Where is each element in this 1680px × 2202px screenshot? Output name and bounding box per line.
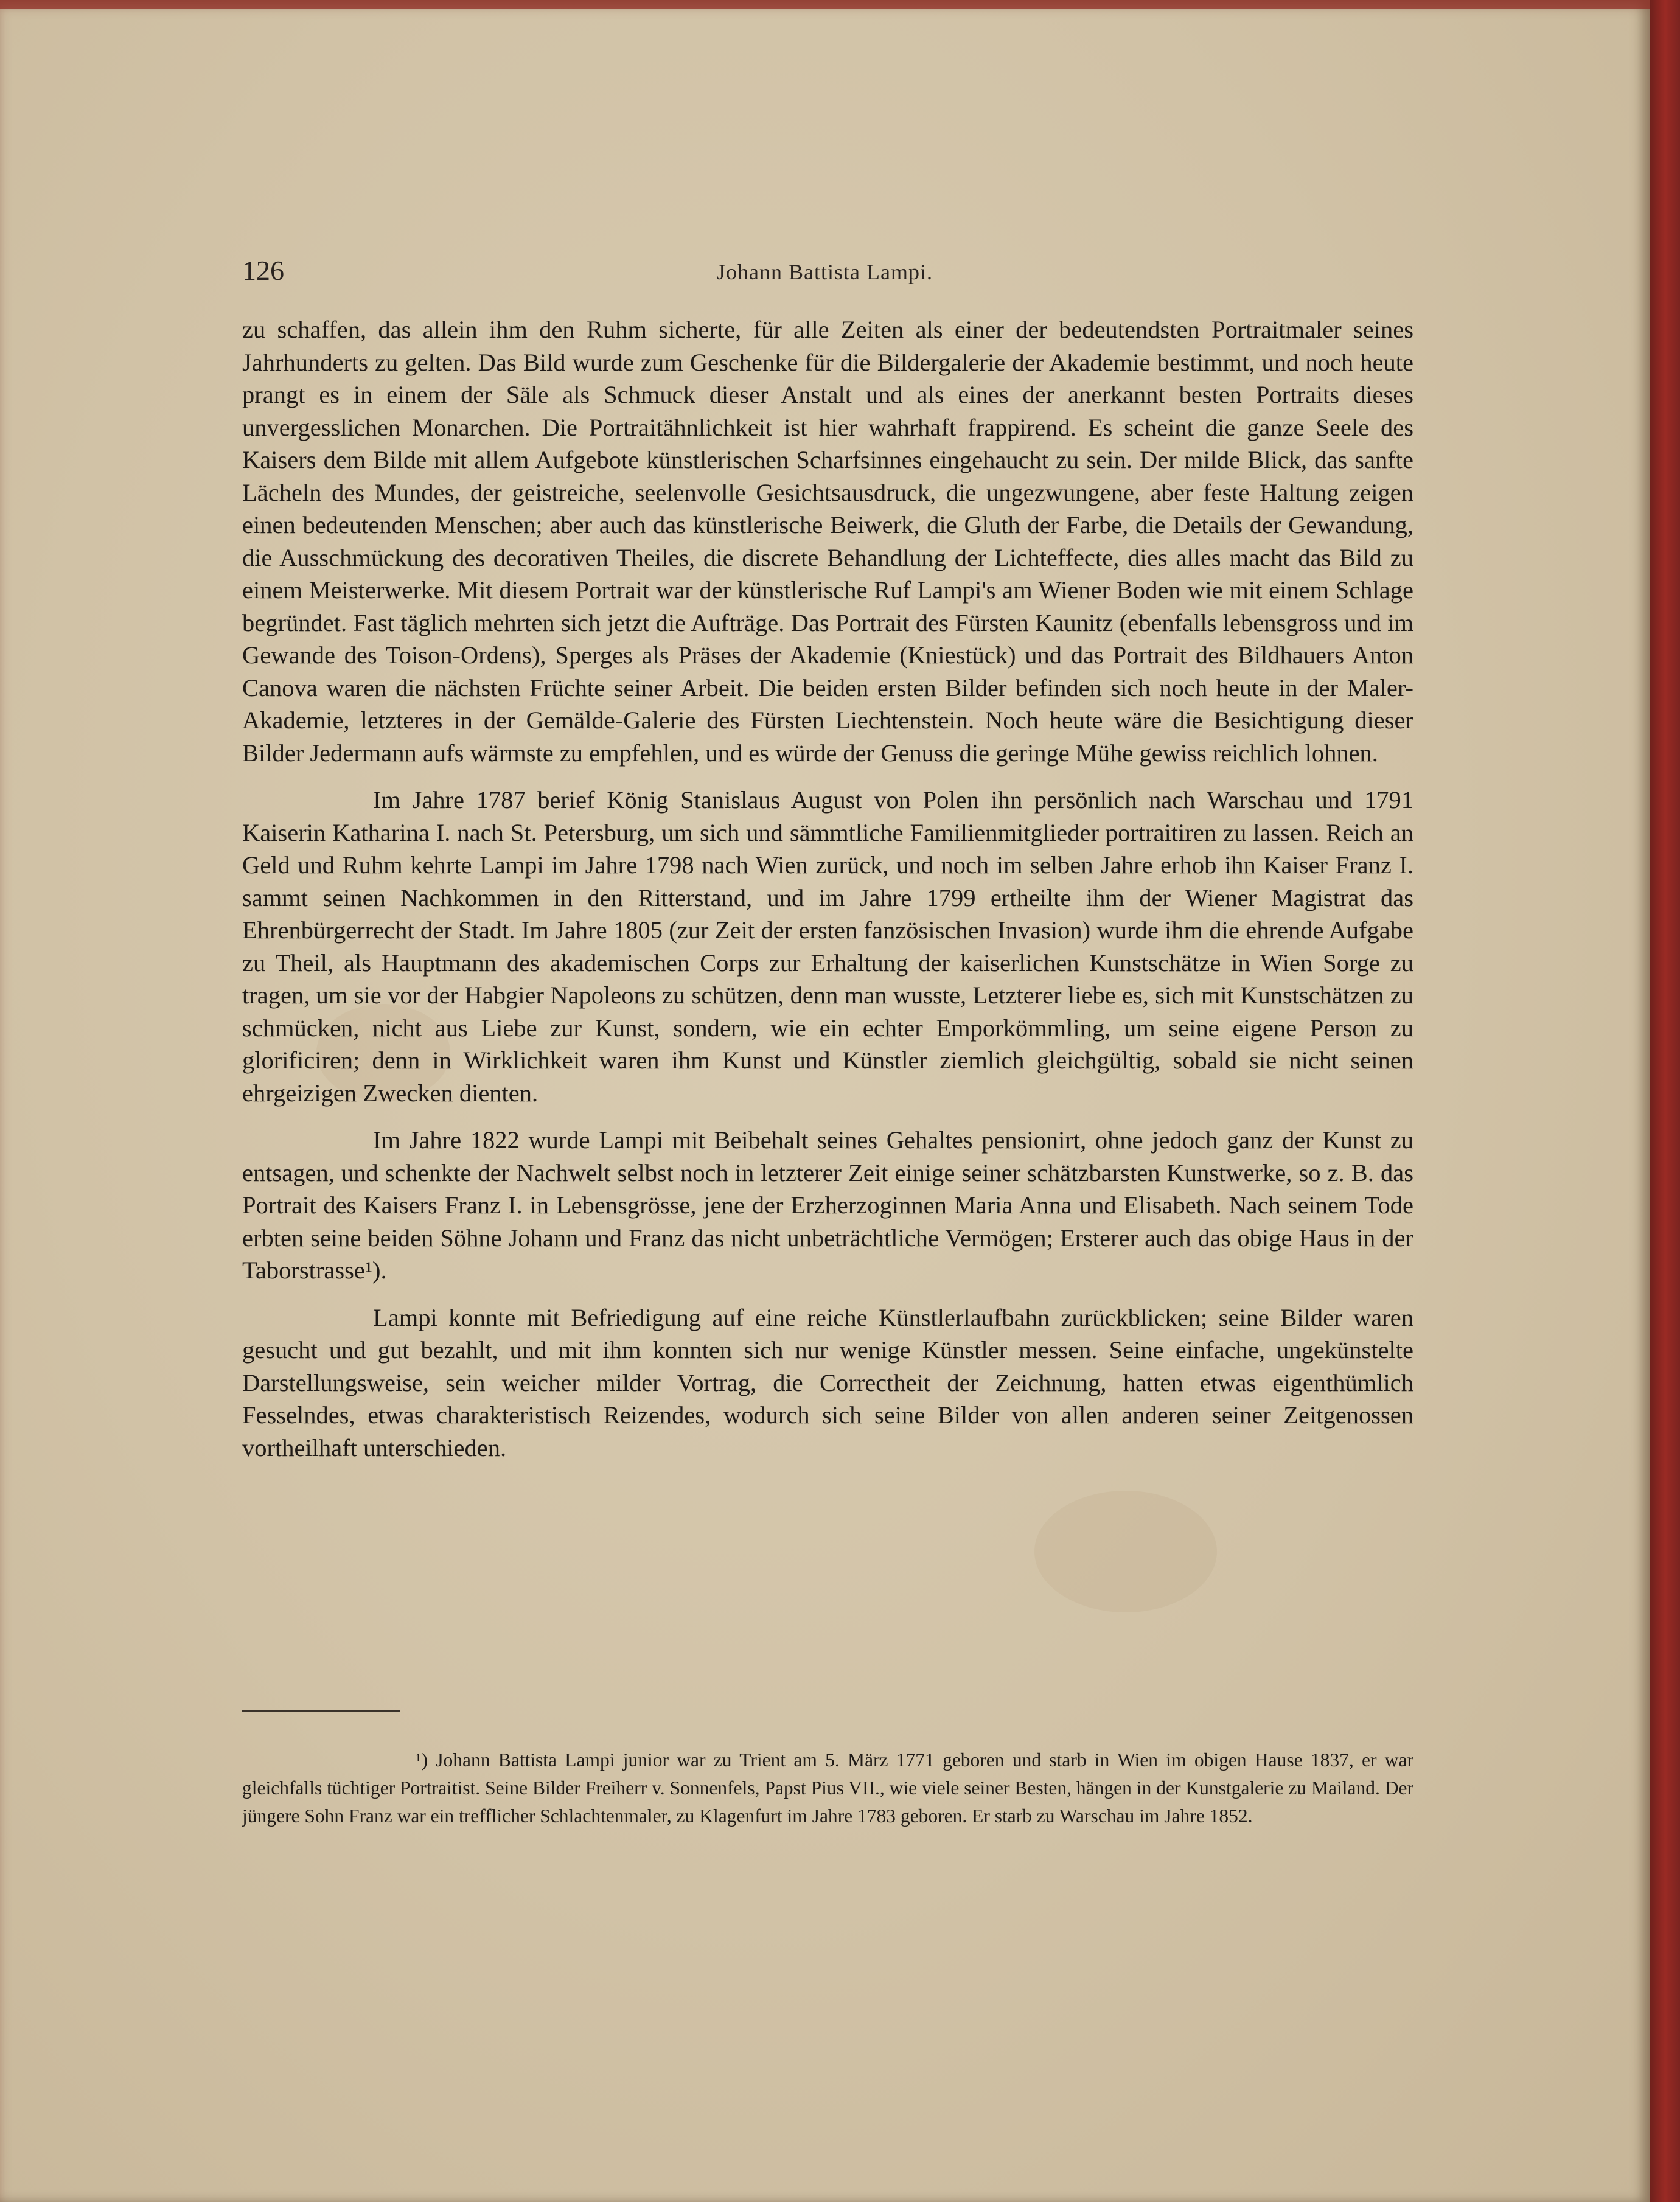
page-number: 126	[242, 255, 284, 286]
body-text	[242, 313, 1413, 1464]
footnote-rule	[242, 1710, 400, 1712]
footnote: ¹) Johann Battista Lampi junior war zu Trient am 5. März 1771 geboren und starb in Wien im obigen Hause 1837, er war gleichfalls tüchtiger Portraitist. Seine Bilder Freiherr v. Sonnenfels, Papst Pius VII., wie viele seiner Besten, hängen in der Kunstgalerie zu Mailand. Der jüngere Sohn Franz war ein trefflicher Schlachtenmaler, zu Klagenfurt im Jahre 1783 geboren. Er starb zu Warschau im Jahre 1852.	[242, 1749, 1413, 1827]
paragraph-4: Lampi konnte mit Befriedigung auf eine reiche Künstlerlaufbahn zurückblicken; seine Bilder waren gesucht und gut bezahlt, und mit ihm konnten sich nur wenige Künstler messen. Seine einfache, ungekünstelte Darstellungsweise, sein weicher milder Vortrag, die Correctheit der Zeichnung, hatten etwas eigenthümlich Fesselndes, etwas charakteristisch Reizendes, wodurch sich seine Bilder von allen anderen seiner Zeitgenossen vortheilhaft unterschieden.	[242, 1303, 1413, 1462]
page-header	[242, 254, 1398, 291]
running-head: Johann Battista Lampi.	[717, 260, 933, 284]
paragraph-2: Im Jahre 1787 berief König Stanislaus August von Polen ihn persönlich nach Warschau und 1791 Kaiserin Katharina I. nach St. Petersburg, um sich und sämmtliche Familienmitglieder portraitiren zu lassen. Reich an Geld und Ruhm kehrte Lampi im Jahre 1798 nach Wien zurück, und noch im selben Jahre erhob ihn Kaiser Franz I. sammt seinen Nachkommen in den Ritterstand, und im Jahre 1799 ertheilte ihm der Wiener Magistrat das Ehrenbürgerrecht der Stadt. Im Jahre 1805 (zur Zeit der ersten fanzösischen Invasion) wurde ihm die ehrende Aufgabe zu Theil, als Hauptmann des akademischen Corps zur Erhaltung der kaiserlichen Kunstschätze in Wien Sorge zu tragen, um sie vor der Habgier Napoleons zu schützen, denn man wusste, Letzterer liebe es, sich mit Kunstschätzen zu schmücken, nicht aus Liebe zur Kunst, sondern, wie ein echter Emporkömmling, um seine eigene Person zu glorificiren; denn in Wirklichkeit waren ihm Kunst und Künstler ziemlich gleichgültig, sobald sie nicht seinen ehrgeizigen Zwecken dienten.	[242, 786, 1413, 1107]
paragraph-1: zu schaffen, das allein ihm den Ruhm sicherte, für alle Zeiten als einer der bedeutendsten Portraitmaler seines Jahrhunderts zu gelten. Das Bild wurde zum Geschenke für die Bildergalerie der Akademie bestimmt, und noch heute prangt es in einem der Säle als Schmuck dieser Anstalt und als eines der anerkannt besten Portraits dieses unvergesslichen Monarchen. Die Portraitähnlichkeit ist hier wahrhaft frappirend. Es scheint die ganze Seele des Kaisers dem Bilde mit allem Aufgebote künstlerischen Scharfsinnes eingehaucht zu sein. Der milde Blick, das sanfte Lächeln des Mundes, der geistreiche, seelenvolle Gesichtsausdruck, die ungezwungene, aber feste Haltung zeigen einen bedeutenden Menschen; aber auch das künstlerische Beiwerk, die Gluth der Farbe, die Details der Gewandung, die Ausschmückung des decorativen Theiles, die discrete Behandlung der Lichteffecte, dies alles macht das Bild zu einem Meisterwerke. Mit diesem Portrait war der künstlerische Ruf Lampi's am Wiener Boden wie mit einem Schlage begründet. Fast täglich mehrten sich jetzt die Aufträge. Das Portrait des Fürsten Kaunitz (ebenfalls lebensgross und im Gewande des Toison-Ordens), Sperges als Präses der Akademie (Kniestück) und das Portrait des Bildhauers Anton Canova waren die nächsten Früchte seiner Arbeit. Die beiden ersten Bilder befinden sich noch heute in der Maler-Akademie, letzteres in der Gemälde-Galerie des Fürsten Liechtenstein. Noch heute wäre die Besichtigung dieser Bilder Jedermann aufs wärmste zu empfehlen, und es würde der Genuss die geringe Mühe gewiss reichlich lohnen.	[242, 316, 1413, 767]
paragraph-3: Im Jahre 1822 wurde Lampi mit Beibehalt seines Gehaltes pensionirt, ohne jedoch ganz der Kunst zu entsagen, und schenkte der Nachwelt selbst noch in letzterer Zeit einige seiner schätzbarsten Kunstwerke, so z. B. das Portrait des Kaisers Franz I. in Lebensgrösse, jene der Erzherzoginnen Maria Anna und Elisabeth. Nach seinem Tode erbten seine beiden Söhne Johann und Franz das nicht unbeträchtliche Vermögen; Ersterer auch das obige Haus in der Taborstrasse¹).	[242, 1126, 1413, 1284]
paper-stain	[1034, 1491, 1217, 1612]
top-cover-edge	[0, 0, 1650, 9]
